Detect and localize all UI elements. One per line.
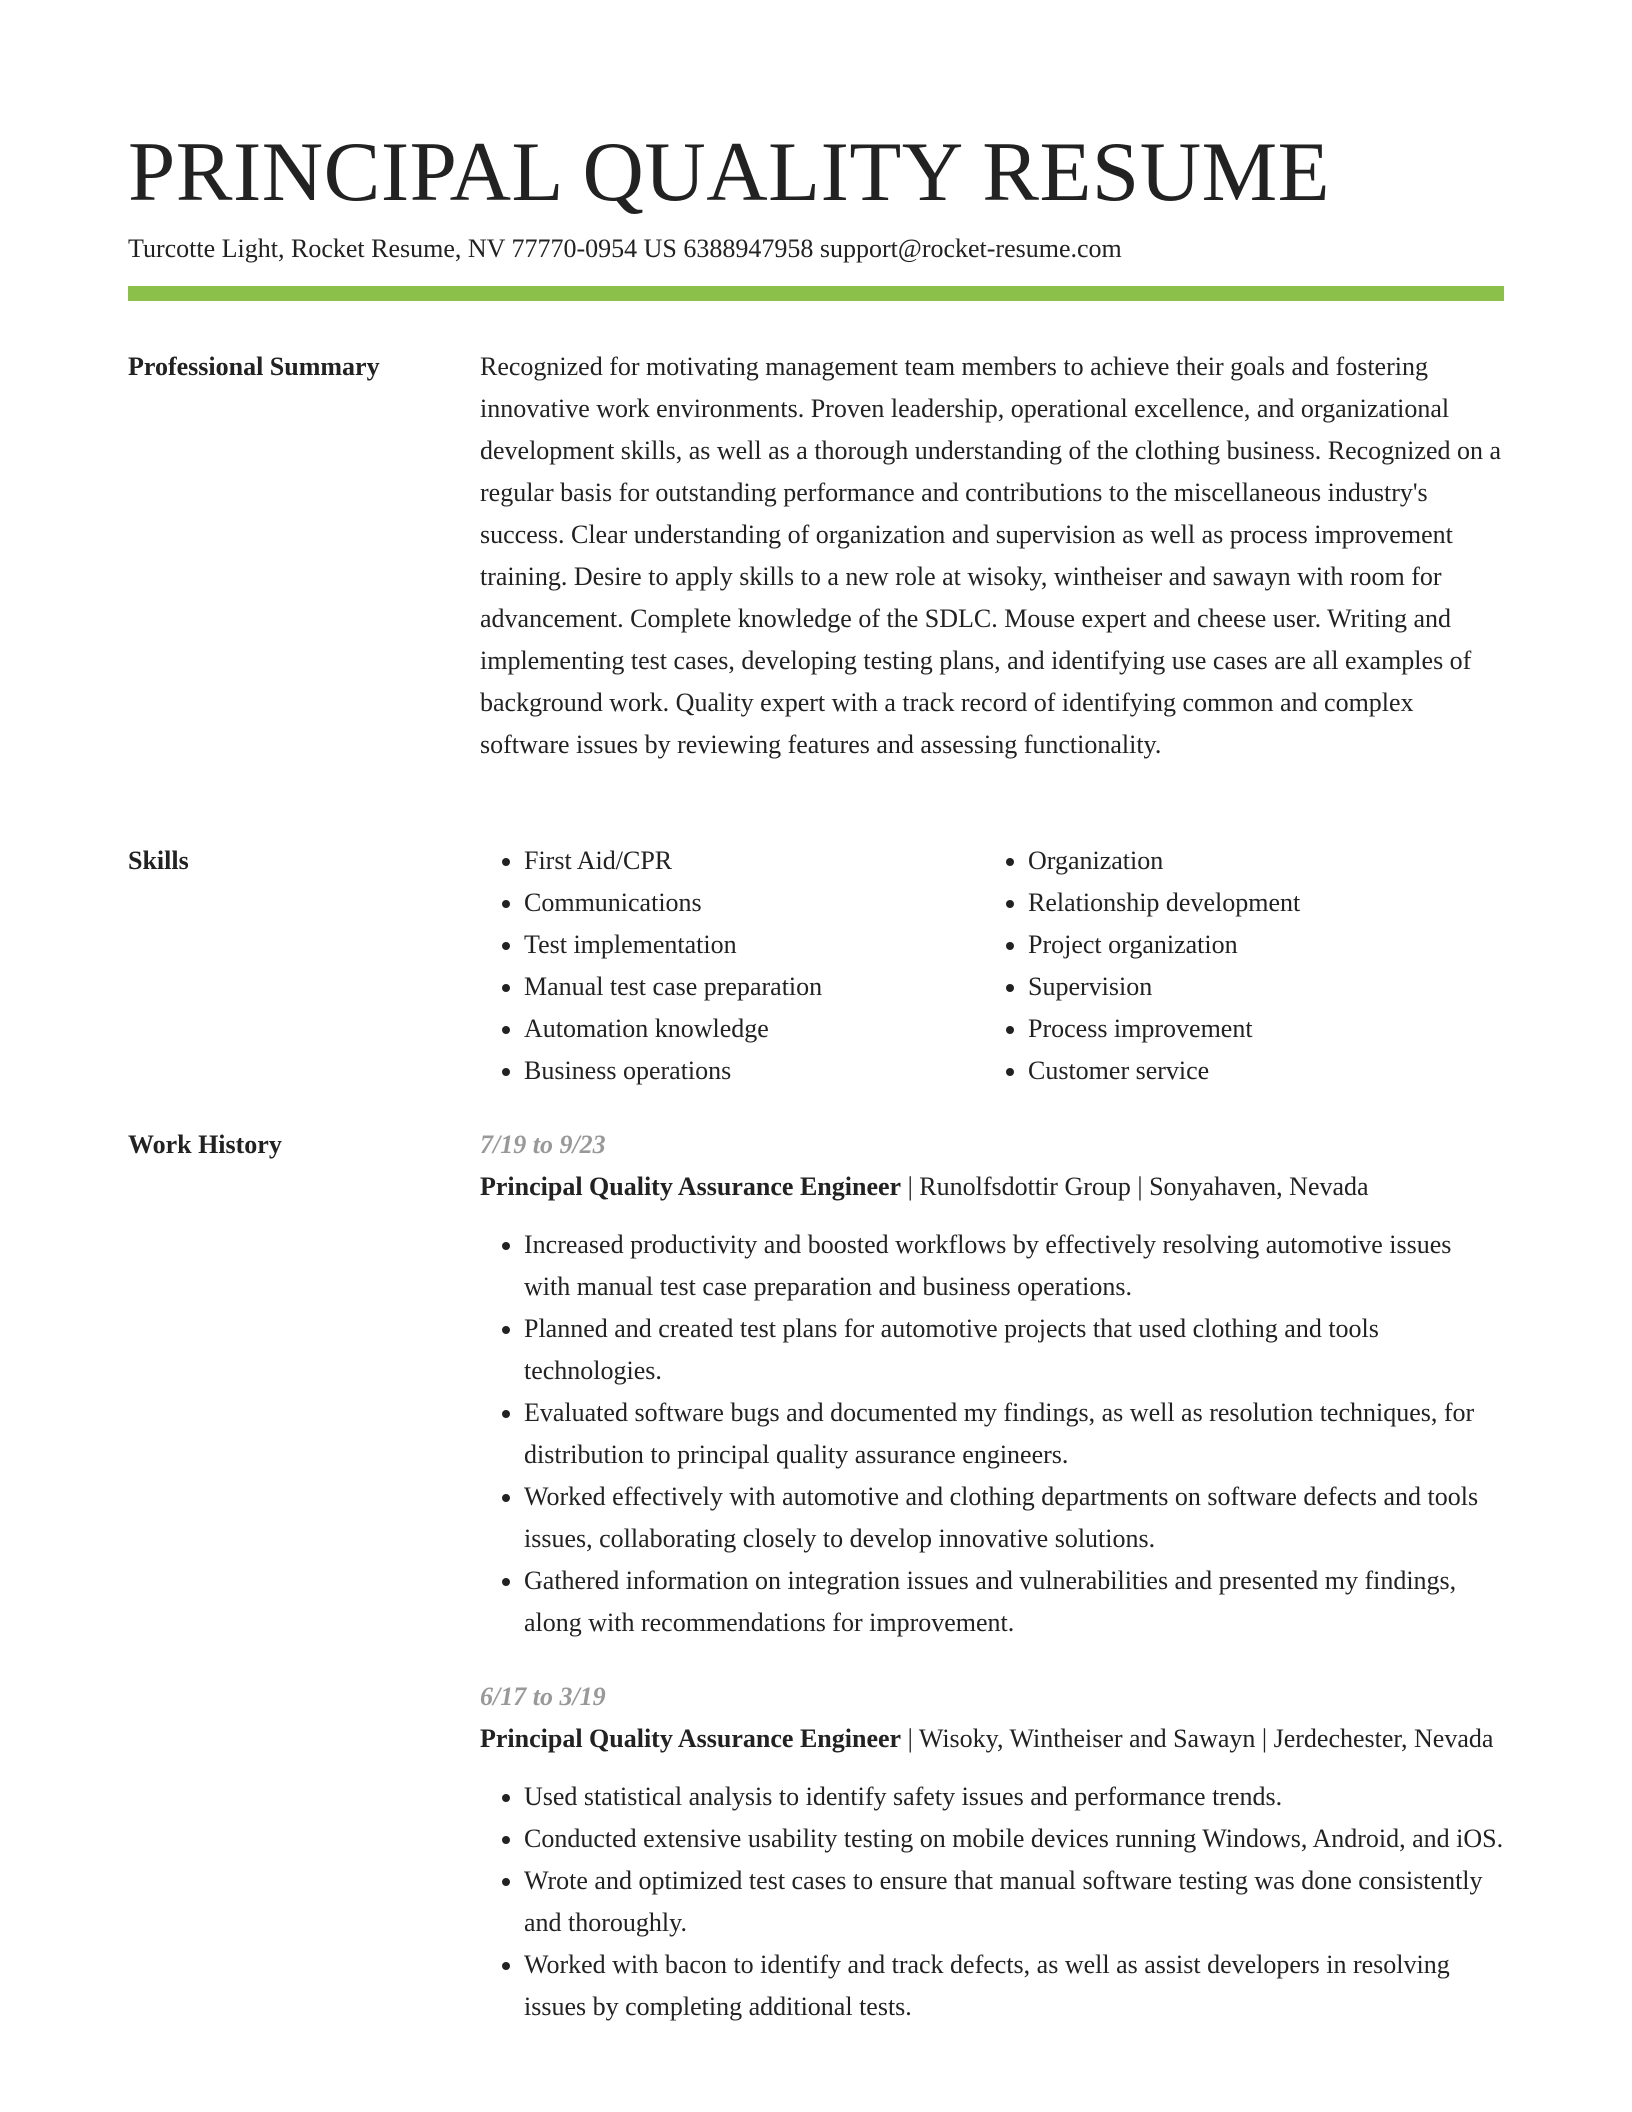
job-bullet: • Worked effectively with automotive and clothing departments on software defects and tools issues, collaborating closely to develop innovative solutions. <box>524 1476 1504 1560</box>
skill-item: • Communications <box>524 882 984 924</box>
job-bullet: • Wrote and optimized test cases to ensure that manual software testing was done consistently and thoroughly. <box>524 1860 1504 1944</box>
skill-item: • First Aid/CPR <box>524 840 984 882</box>
header-divider <box>128 286 1504 301</box>
job-dates: 7/19 to 9/23 <box>480 1130 606 1159</box>
skill-item: • Business operations <box>524 1050 984 1092</box>
skill-item: • Supervision <box>1028 966 1488 1008</box>
job-bullets <box>480 1776 1504 2028</box>
job-entry <box>480 1124 1504 1644</box>
skills-heading: Skills <box>128 846 189 875</box>
job-bullet: • Increased productivity and boosted workflows by effectively resolving automotive issues with manual test case preparation and business operations. <box>524 1224 1504 1308</box>
skill-item: • Project organization <box>1028 924 1488 966</box>
job-bullet: • Gathered information on integration issues and vulnerabilities and presented my findings, along with recommendations for improvement. <box>524 1560 1504 1644</box>
work-history-heading: Work History <box>128 1130 282 1159</box>
skill-item: • Relationship development <box>1028 882 1488 924</box>
job-title: Principal Quality Assurance Engineer <box>480 1724 902 1753</box>
job-dates: 6/17 to 3/19 <box>480 1682 606 1711</box>
skill-item: • Automation knowledge <box>524 1008 984 1050</box>
summary-text: Recognized for motivating management team members to achieve their goals and fostering innovative work environments. Proven leadership, operational excellence, and organizational development skills, as well as a thorough understanding of the clothing business. Recognized on a regular basis for outstanding performance and contributions to the miscellaneous industry's success. Clear understanding of organization and supervision as well as process improvement training. Desire to apply skills to a new role at wisoky, wintheiser and sawayn with room for advancement. Complete knowledge of the SDLC. Mouse expert and cheese user. Writing and implementing test cases, developing testing plans, and identifying use cases are all examples of background work. Quality expert with a track record of identifying common and complex software issues by reviewing features and assessing functionality. <box>480 352 1502 759</box>
job-bullet: • Conducted extensive usability testing on mobile devices running Windows, Android, and iOS. <box>524 1818 1504 1860</box>
skill-item: • Customer service <box>1028 1050 1488 1092</box>
skill-item: • Organization <box>1028 840 1488 882</box>
skill-item: • Test implementation <box>524 924 984 966</box>
job-heading <box>480 1166 1504 1208</box>
skill-item: • Manual test case preparation <box>524 966 984 1008</box>
skill-item: • Process improvement <box>1028 1008 1488 1050</box>
summary-heading: Professional Summary <box>128 352 380 381</box>
job-bullet: • Evaluated software bugs and documented my findings, as well as resolution techniques, for distribution to principal quality assurance engineers. <box>524 1392 1504 1476</box>
job-employer-location: | Runolfsdottir Group | Sonyahaven, Nevada <box>901 1172 1369 1201</box>
job-bullet: • Worked with bacon to identify and track defects, as well as assist developers in resolving issues by completing additional tests. <box>524 1944 1504 2028</box>
skills-list-left <box>480 840 984 1092</box>
contact-line: Turcotte Light, Rocket Resume, NV 77770-0954 US 6388947958 support@rocket-resume.com <box>128 234 1122 263</box>
job-title: Principal Quality Assurance Engineer <box>480 1172 902 1201</box>
job-bullet: • Used statistical analysis to identify safety issues and performance trends. <box>524 1776 1504 1818</box>
job-entry <box>480 1676 1504 2028</box>
resume-title: PRINCIPAL QUALITY RESUME <box>128 125 1331 219</box>
job-bullets <box>480 1224 1504 1644</box>
skills-list-right <box>984 840 1488 1092</box>
job-bullet: • Planned and created test plans for automotive projects that used clothing and tools technologies. <box>524 1308 1504 1392</box>
job-heading <box>480 1718 1504 1760</box>
skills-grid <box>480 840 1504 1092</box>
job-employer-location: | Wisoky, Wintheiser and Sawayn | Jerdechester, Nevada <box>901 1724 1494 1753</box>
